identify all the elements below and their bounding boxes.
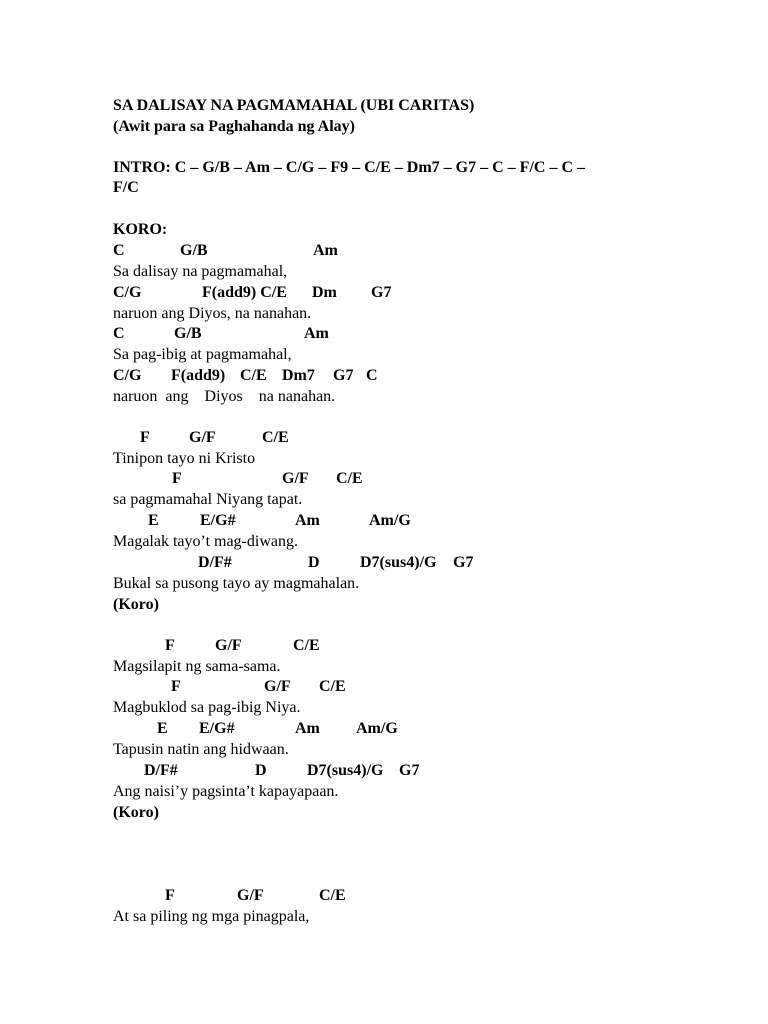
- chord: G7: [399, 762, 420, 779]
- chord: F: [172, 470, 182, 487]
- lyric-line: Magsilapit ng sama-sama.: [113, 658, 281, 675]
- lyric-line: naruon ang Diyos na nanahan.: [113, 388, 336, 405]
- chord: C/E: [319, 887, 346, 904]
- chord: D: [255, 762, 267, 779]
- chord: D7(sus4)/G: [360, 554, 437, 571]
- chord: G/F: [282, 470, 309, 487]
- chord: G7: [453, 554, 474, 571]
- song-subtitle: (Awit para sa Paghahanda ng Alay): [113, 118, 355, 135]
- chord: C/E: [293, 637, 320, 654]
- lyric-line: Magbuklod sa pag-ibig Niya.: [113, 699, 301, 716]
- chord: Am/G: [369, 512, 411, 529]
- chord: Dm7: [282, 367, 315, 384]
- lyric-line: Bukal sa pusong tayo ay magmahalan.: [113, 575, 360, 592]
- chord: Dm: [312, 284, 337, 301]
- chord: Am: [313, 242, 338, 259]
- lyric-line: Sa pag-ibig at pagmamahal,: [113, 346, 292, 363]
- chord: C/E: [319, 678, 346, 695]
- chord: C/E: [240, 367, 267, 384]
- intro-line-2: F/C: [113, 179, 139, 196]
- chord: C/E: [336, 470, 363, 487]
- chord: F: [165, 887, 175, 904]
- chord: G/B: [180, 242, 208, 259]
- chord: Am: [295, 512, 320, 529]
- lyric-line: naruon ang Diyos, na nanahan.: [113, 305, 312, 322]
- chord: F(add9): [171, 367, 226, 384]
- chord: G/F: [264, 678, 291, 695]
- lyric-line: Sa dalisay na pagmamahal,: [113, 263, 288, 280]
- chord: C/E: [262, 429, 289, 446]
- chord: F: [140, 429, 150, 446]
- chord: F(add9) C/E: [202, 284, 287, 301]
- chord: G7: [333, 367, 354, 384]
- chord: G/F: [237, 887, 264, 904]
- chord: C: [113, 242, 125, 259]
- chord: G/F: [189, 429, 216, 446]
- lyric-line: Tinipon tayo ni Kristo: [113, 450, 256, 467]
- lyric-line: At sa piling ng mga pinagpala,: [113, 908, 310, 925]
- chord: D7(sus4)/G: [307, 762, 384, 779]
- chord: C: [113, 325, 125, 342]
- refrain-marker: (Koro): [113, 804, 159, 821]
- chord: E: [157, 720, 168, 737]
- chord: G/B: [174, 325, 202, 342]
- chord: G7: [371, 284, 392, 301]
- chord: D/F#: [144, 762, 178, 779]
- chord: Am: [304, 325, 329, 342]
- lyric-line: Magalak tayo’t mag-diwang.: [113, 533, 298, 550]
- refrain-marker: (Koro): [113, 596, 159, 613]
- chord: E/G#: [200, 512, 236, 529]
- koro-heading: KORO:: [113, 221, 168, 238]
- chord: F: [171, 678, 181, 695]
- chord: D: [308, 554, 320, 571]
- chord: C/G: [113, 367, 142, 384]
- chord: Am: [295, 720, 320, 737]
- chord: D/F#: [198, 554, 232, 571]
- lyric-line: Ang naisi’y pagsinta’t kapayapaan.: [113, 783, 339, 800]
- intro-line-1: INTRO: C – G/B – Am – C/G – F9 – C/E – Dm7 – G7 – C – F/C – C –: [113, 159, 585, 176]
- lyric-line: sa pagmamahal Niyang tapat.: [113, 491, 303, 508]
- chord: G/F: [215, 637, 242, 654]
- song-title: SA DALISAY NA PAGMAMAHAL (UBI CARITAS): [113, 97, 475, 114]
- chord: E/G#: [199, 720, 235, 737]
- lyric-line: Tapusin natin ang hidwaan.: [113, 741, 289, 758]
- chord: F: [165, 637, 175, 654]
- chord: C/G: [113, 284, 142, 301]
- chord: Am/G: [356, 720, 398, 737]
- chord: E: [148, 512, 159, 529]
- chord: C: [366, 367, 378, 384]
